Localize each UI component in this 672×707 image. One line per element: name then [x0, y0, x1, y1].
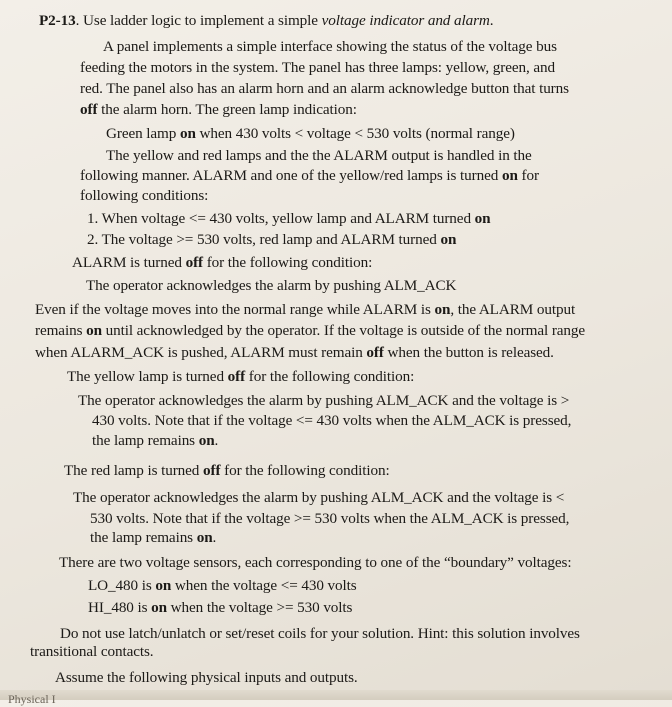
problem-title-line	[39, 11, 494, 30]
condition-1-text: 1. When voltage <= 430 volts, yellow lamp and ALARM turned	[87, 210, 475, 227]
yr-line-1: The yellow and red lamps and the the ALARM output is handled in the	[106, 147, 532, 164]
red-off-line-3	[90, 528, 216, 547]
green-pre: Green lamp	[106, 125, 180, 142]
red-off-pre: The red lamp is turned	[64, 462, 203, 479]
even-if-line-3	[35, 343, 554, 362]
title-end: .	[489, 12, 494, 29]
yellow-off-line-2: 430 volts. Note that if the voltage <= 430 volts when the ALM_ACK is pressed,	[92, 412, 572, 429]
cut-off-heading: Physical I	[8, 692, 56, 706]
red-off-line-1: The operator acknowledges the alarm by pushing ALM_ACK and the voltage is <	[73, 489, 565, 506]
yr-line-2-pre: following manner. ALARM and one of the yellow/red lamps is turned	[80, 167, 502, 184]
even-if-line-2	[35, 321, 585, 340]
yellow-off-line-1: The operator acknowledges the alarm by pushing ALM_ACK and the voltage is >	[78, 392, 570, 409]
green-post: when 430 volts < voltage < 530 volts (normal range)	[195, 125, 515, 142]
even-if-line-1	[35, 300, 575, 319]
title-topic: voltage indicator and alarm	[321, 12, 490, 29]
intro-line-4-rest: the alarm horn. The green lamp indication:	[97, 101, 357, 118]
problem-number: P2-13	[39, 12, 76, 29]
intro-line-1: A panel implements a simple interface showing the status of the voltage bus	[103, 38, 557, 55]
sensor-lo-pre: LO_480 is	[88, 577, 156, 594]
even-if-2-pre: remains	[35, 322, 87, 339]
intro-line-3: red. The panel also has an alarm horn and an alarm acknowledge button that turns	[80, 80, 569, 97]
green-lamp-rule	[106, 124, 515, 143]
condition-2-text: 2. The voltage >= 530 volts, red lamp and ALARM turned	[87, 231, 441, 248]
yr-line-2-post: for	[517, 167, 539, 184]
sensor-lo	[88, 576, 357, 595]
red-off-3-pre: the lamp remains	[90, 529, 197, 546]
yellow-off-3-bold: on	[198, 432, 215, 449]
sensor-hi-post: when the voltage >= 530 volts	[166, 599, 353, 616]
even-if-3-post: when the button is released.	[383, 344, 554, 361]
page-bottom-edge	[0, 690, 672, 700]
note-line-2: transitional contacts.	[30, 643, 154, 660]
yellow-off-heading	[67, 367, 414, 386]
even-if-1-bold: on	[434, 301, 451, 318]
even-if-2-bold: on	[86, 322, 102, 339]
sensor-hi	[88, 598, 352, 617]
yr-line-2	[80, 166, 539, 185]
yr-on-bold: on	[501, 167, 518, 184]
intro-line-4	[80, 100, 357, 119]
yellow-off-pre: The yellow lamp is turned	[67, 368, 228, 385]
alarm-off-pre: ALARM is turned	[72, 254, 186, 271]
even-if-3-pre: when ALARM_ACK is pushed, ALARM must remain	[35, 344, 367, 361]
assume-line: Assume the following physical inputs and outputs.	[55, 669, 358, 686]
yellow-off-3-pre: the lamp remains	[92, 432, 199, 449]
even-if-3-bold: off	[366, 344, 384, 361]
alarm-ack-line: The operator acknowledges the alarm by pushing ALM_ACK	[86, 277, 457, 294]
yellow-off-3-post: .	[214, 432, 219, 449]
sensor-lo-bold: on	[155, 577, 172, 594]
sensors-intro: There are two voltage sensors, each corresponding to one of the “boundary” voltages:	[59, 554, 572, 571]
yellow-off-line-3	[92, 431, 218, 450]
red-off-post: for the following condition:	[220, 462, 390, 479]
yellow-off-post: for the following condition:	[245, 368, 415, 385]
intro-off-bold: off	[80, 101, 98, 118]
yellow-off-bold: off	[227, 368, 246, 385]
yr-line-3: following conditions:	[80, 187, 209, 204]
sensor-hi-pre: HI_480 is	[88, 599, 152, 616]
even-if-1-post: , the ALARM output	[450, 301, 576, 318]
condition-2	[87, 230, 456, 249]
green-on-bold: on	[179, 125, 196, 142]
sensor-hi-bold: on	[151, 599, 167, 616]
sensor-lo-post: when the voltage <= 430 volts	[171, 577, 357, 594]
condition-1-bold: on	[474, 210, 491, 227]
red-off-bold: off	[203, 462, 221, 479]
alarm-off-bold: off	[185, 254, 203, 271]
even-if-1-pre: Even if the voltage moves into the normal range while ALARM is	[35, 301, 435, 318]
even-if-2-post: until acknowledged by the operator. If the voltage is outside of the normal range	[101, 322, 586, 339]
note-line-1: Do not use latch/unlatch or set/reset coils for your solution. Hint: this solution involves	[60, 625, 580, 642]
alarm-off-post: for the following condition:	[203, 254, 373, 271]
condition-1	[87, 209, 490, 228]
alarm-off-heading	[72, 253, 372, 272]
title-prefix: . Use ladder logic to implement a simple	[75, 12, 322, 29]
condition-2-bold: on	[440, 231, 457, 248]
red-off-3-bold: on	[196, 529, 213, 546]
intro-line-2: feeding the motors in the system. The panel has three lamps: yellow, green, and	[80, 59, 556, 76]
red-off-3-post: .	[212, 529, 217, 546]
red-off-line-2: 530 volts. Note that if the voltage >= 530 volts when the ALM_ACK is pressed,	[90, 510, 570, 527]
red-off-heading	[64, 461, 390, 480]
